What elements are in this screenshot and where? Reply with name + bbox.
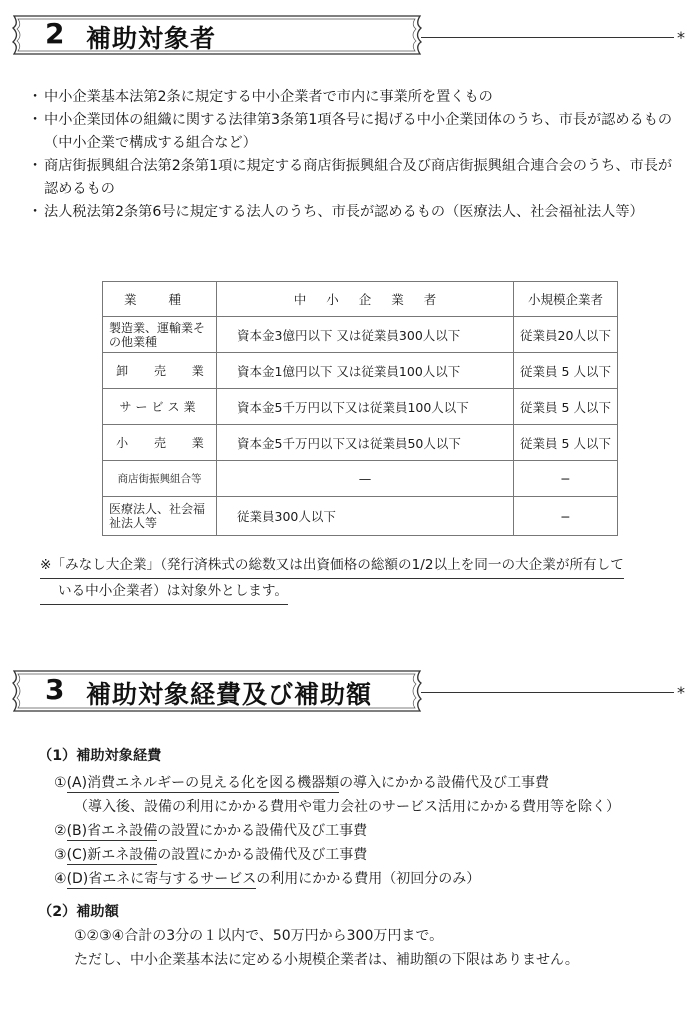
cell-industry-text: 卸 売 業 xyxy=(116,363,215,378)
section-title: 補助対象経費及び補助額 xyxy=(86,680,373,709)
item-text: の利用にかかる費用（初回分のみ） xyxy=(256,871,481,887)
section-number: 3 xyxy=(45,673,65,706)
cell-industry xyxy=(103,389,217,425)
cell-sme xyxy=(217,497,514,536)
cell-industry: 商店街振興組合等 xyxy=(103,461,217,497)
note-line-1: ※「みなし大企業」（発行済株式の総数又は出資価格の総額の1/2以上を同一の大企業が所有して xyxy=(40,553,624,579)
amount-line-1: ①②③④合計の3分の１以内で、50万円から300万円まで。 xyxy=(74,928,444,944)
section-3-heading xyxy=(0,666,700,716)
cell-sme xyxy=(217,389,514,425)
table-row xyxy=(103,461,618,497)
cell-industry-text: 小 売 業 xyxy=(116,435,215,450)
cell-sme: — xyxy=(217,461,514,497)
item-label: (C)新エネ設備 xyxy=(66,847,158,863)
expense-item-d xyxy=(54,868,480,888)
expense-item-a xyxy=(54,772,549,792)
cell-sme xyxy=(217,317,514,353)
table-row xyxy=(103,353,618,389)
table-row xyxy=(103,497,618,536)
cell-small: 従業員 5 人以下 xyxy=(514,353,618,389)
expense-item-b xyxy=(54,820,367,840)
amount-line-2: ただし、中小企業基本法に定める小規模企業者は、補助額の下限はありません。 xyxy=(74,952,579,968)
list-item: ・ 法人税法第2条第6号に規定する法人のうち、市長が認めるもの（医療法人、社会福祉法人等） xyxy=(28,201,678,224)
expense-item-a-exclusion xyxy=(74,796,620,816)
cell-industry xyxy=(103,353,217,389)
cell-sme xyxy=(217,353,514,389)
item-label: (D)省エネに寄与するサービス xyxy=(66,871,257,887)
cell-industry: 製造業、運輸業その他業種 xyxy=(103,317,217,353)
cell-small: 従業員 5 人以下 xyxy=(514,389,618,425)
item-number: ④ xyxy=(54,871,67,887)
cell-small: − xyxy=(514,461,618,497)
item-text: の設置にかかる設備代及び工事費 xyxy=(157,847,368,863)
note-line-2: いる中小企業者）は対象外とします。 xyxy=(40,579,288,605)
section-2-heading xyxy=(0,10,700,60)
table-header-row xyxy=(103,282,618,317)
expense-item-c xyxy=(54,844,367,864)
cell-sme xyxy=(217,425,514,461)
col-header-industry: 業 種 xyxy=(103,282,217,317)
col-header-sme-label: 中 小 企 業 者 xyxy=(293,292,445,307)
list-item: ・ 中小企業団体の組織に関する法律第3条第1項各号に掲げる中小企業団体のうち、市長が認めるもの（中小企業で構成する組合など） xyxy=(28,109,678,155)
cell-sme-text: 資本金1億円以下 又は従業員100人以下 xyxy=(237,363,461,379)
subsection-title-amount: （2）補助額 xyxy=(38,904,119,920)
heading-rule xyxy=(421,37,674,38)
deemed-large-company-note xyxy=(40,553,680,605)
heading-rule xyxy=(421,692,674,693)
item-number: ③ xyxy=(54,847,67,863)
cell-industry-text: サービス業 xyxy=(119,399,200,414)
cell-sme-text: 資本金5千万円以下又は従業員100人以下 xyxy=(237,399,469,415)
subsection-title-expenses: （1）補助対象経費 xyxy=(38,748,162,764)
cell-industry xyxy=(103,425,217,461)
table-row xyxy=(103,425,618,461)
item-text: （導入後、設備の利用にかかる費用や電力会社のサービス活用にかかる費用等を除く） xyxy=(74,799,620,815)
table-row xyxy=(103,389,618,425)
list-item: ・ 商店街振興組合法第2条第1項に規定する商店街振興組合及び商店街振興組合連合会のうち、市長が認めるもの xyxy=(28,155,678,201)
col-header-sme xyxy=(217,282,514,317)
section-title: 補助対象者 xyxy=(86,24,217,53)
item-number: ② xyxy=(54,823,67,839)
cell-industry: 医療法人、社会福祉法人等 xyxy=(103,497,217,536)
cell-small: 従業員20人以下 xyxy=(514,317,618,353)
item-label: (A)消費エネルギーの見える化を図る機器類 xyxy=(66,775,340,791)
col-header-small: 小規模企業者 xyxy=(514,282,618,317)
heading-star-icon: * xyxy=(677,28,685,47)
item-label: (B)省エネ設備 xyxy=(66,823,158,839)
sme-definition-table xyxy=(102,281,618,536)
table-row xyxy=(103,317,618,353)
eligibility-list xyxy=(28,86,678,224)
item-number: ① xyxy=(54,775,67,791)
item-text: の導入にかかる設備代及び工事費 xyxy=(339,775,550,791)
item-text: の設置にかかる設備代及び工事費 xyxy=(157,823,368,839)
heading-star-icon: * xyxy=(677,683,685,702)
cell-sme-text: 従業員300人以下 xyxy=(237,509,336,524)
section-number: 2 xyxy=(45,17,65,50)
cell-sme-text: 資本金3億円以下 又は従業員300人以下 xyxy=(237,327,461,343)
list-item: ・ 中小企業基本法第2条に規定する中小企業者で市内に事業所を置くもの xyxy=(28,86,678,109)
cell-sme-text: 資本金5千万円以下又は従業員50人以下 xyxy=(237,435,461,451)
cell-small: − xyxy=(514,497,618,536)
cell-small: 従業員 5 人以下 xyxy=(514,425,618,461)
